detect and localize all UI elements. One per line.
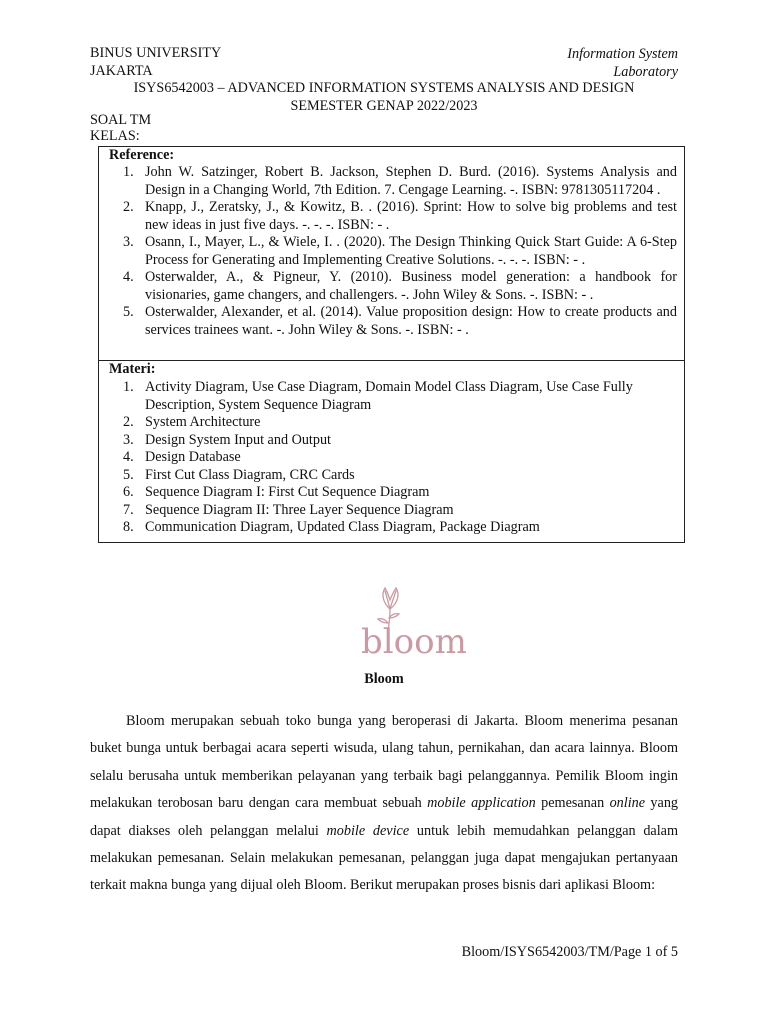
list-item <box>99 432 684 450</box>
list-number: 2. <box>123 414 134 430</box>
lab-header <box>567 46 678 81</box>
list-number: 2. <box>123 199 134 215</box>
exam-info <box>90 112 151 144</box>
materi-title: Materi: <box>109 361 156 377</box>
case-text-part1: Bloom merupakan sebuah toko bunga yang beroperasi di Jakarta. Bloom menerima pesanan buket bunga untuk berbagai acara seperti wisuda, ulang tahun, pernikahan, dan acara lainnya. Bloom selalu berusaha untuk memberikan pelayanan yang terbaik bagi pelanggannya. Pemilik Bloom ingin melakukan terobosan baru dengan cara membuat sebuah <box>90 713 678 812</box>
list-number: 5. <box>123 466 134 483</box>
page-footer: Bloom/ISYS6542003/TM/Page 1 of 5 <box>461 944 678 960</box>
materi-text: Sequence Diagram I: First Cut Sequence Diagram <box>145 484 430 500</box>
list-item <box>99 467 684 485</box>
bloom-wordmark: bloom <box>361 622 467 660</box>
materi-section <box>99 361 684 542</box>
reference-text: Osterwalder, A., & Pigneur, Y. (2010). Business model generation: a handbook for visionaries, game changers, and challengers. -. John Wiley & Sons. -. ISBN: - . <box>145 269 677 303</box>
list-item <box>99 164 684 199</box>
list-item <box>99 379 684 414</box>
materi-text: Sequence Diagram II: Three Layer Sequence Diagram <box>145 501 454 518</box>
reference-text: Osterwalder, Alexander, et al. (2014). Value proposition design: How to create products and services trainees want. -. John Wiley & Sons. -. ISBN: - . <box>145 304 677 338</box>
materi-text: Design Database <box>145 449 241 465</box>
materi-text: Design System Input and Output <box>145 431 332 448</box>
tulip-logo-icon <box>357 585 467 660</box>
list-number: 3. <box>123 431 134 448</box>
list-number: 7. <box>123 501 134 518</box>
materi-text: Communication Diagram, Updated Class Diagram, Package Diagram <box>145 519 540 535</box>
list-number: 4. <box>123 269 134 285</box>
reference-list <box>99 164 684 339</box>
case-italic-mobile-application: mobile application <box>427 795 536 812</box>
case-text-part2: pemesanan <box>541 795 605 812</box>
list-number: 5. <box>123 304 134 320</box>
reference-text: John W. Satzinger, Robert B. Jackson, Stephen D. Burd. (2016). Systems Analysis and Design in a Changing World, 7th Edition. 7. Cengage Learning. -. ISBN: 9781305117204 . <box>145 164 677 198</box>
materi-text: Activity Diagram, Use Case Diagram, Domain Model Class Diagram, Use Case Fully Description, System Sequence Diagram <box>145 379 633 413</box>
list-item <box>99 269 684 304</box>
university-name: BINUS UNIVERSITY <box>90 45 222 61</box>
list-item <box>99 484 684 502</box>
reference-text: Osann, I., Mayer, L., & Wiele, I. . (2020). The Design Thinking Quick Start Guide: A 6-Step Process for Generating and Implementing Creative Solutions. -. -. -. ISBN: - . <box>145 234 677 268</box>
materi-text: System Architecture <box>145 414 261 430</box>
case-italic-mobile-device: mobile device <box>326 822 410 839</box>
course-code-title: ISYS6542003 – ADVANCED INFORMATION SYSTEMS ANALYSIS AND DESIGN <box>133 80 635 96</box>
case-title: Bloom <box>364 671 404 687</box>
university-city: JAKARTA <box>90 62 153 79</box>
list-item <box>99 414 684 432</box>
materi-list <box>99 379 684 537</box>
list-number: 6. <box>123 484 134 500</box>
university-header <box>90 45 221 80</box>
materi-text: First Cut Class Diagram, CRC Cards <box>145 466 355 483</box>
soal-label: SOAL TM <box>90 112 152 128</box>
bloom-logo <box>357 585 467 660</box>
list-item <box>99 449 684 467</box>
reference-title: Reference: <box>109 147 175 163</box>
reference-section <box>99 147 684 361</box>
case-paragraph <box>90 708 678 900</box>
list-item <box>99 199 684 234</box>
list-item <box>99 304 684 339</box>
semester-label: SEMESTER GENAP 2022/2023 <box>290 97 478 114</box>
list-number: 1. <box>123 379 134 395</box>
list-number: 4. <box>123 449 134 465</box>
list-number: 8. <box>123 519 134 535</box>
list-number: 1. <box>123 164 134 180</box>
kelas-label: KELAS: <box>90 128 140 144</box>
lab-name-line2: Laboratory <box>613 63 678 80</box>
lab-name-line1: Information System <box>567 46 678 62</box>
reference-text: Knapp, J., Zeratsky, J., & Kowitz, B. . (2016). Sprint: How to solve big problems and test new ideas in just five days. -. -. -. ISBN: - . <box>145 199 677 233</box>
case-text-part3: yang dapat diakses oleh pelanggan melalui <box>90 795 679 839</box>
list-item <box>99 519 684 537</box>
list-item <box>99 502 684 520</box>
list-number: 3. <box>123 234 134 250</box>
case-italic-online: online <box>609 795 646 812</box>
reference-materi-table <box>98 146 685 543</box>
case-description <box>90 708 678 900</box>
course-title <box>90 80 678 115</box>
list-item <box>99 234 684 269</box>
case-text-part4: untuk lebih memudahkan pelanggan dalam melakukan pemesanan. Selain melakukan pemesanan, pelanggan juga dapat mengajukan pertanyaan terkait makna bunga yang dijual oleh Bloom. Berikut merupakan proses bisnis dari aplikasi Bloom: <box>90 822 679 894</box>
